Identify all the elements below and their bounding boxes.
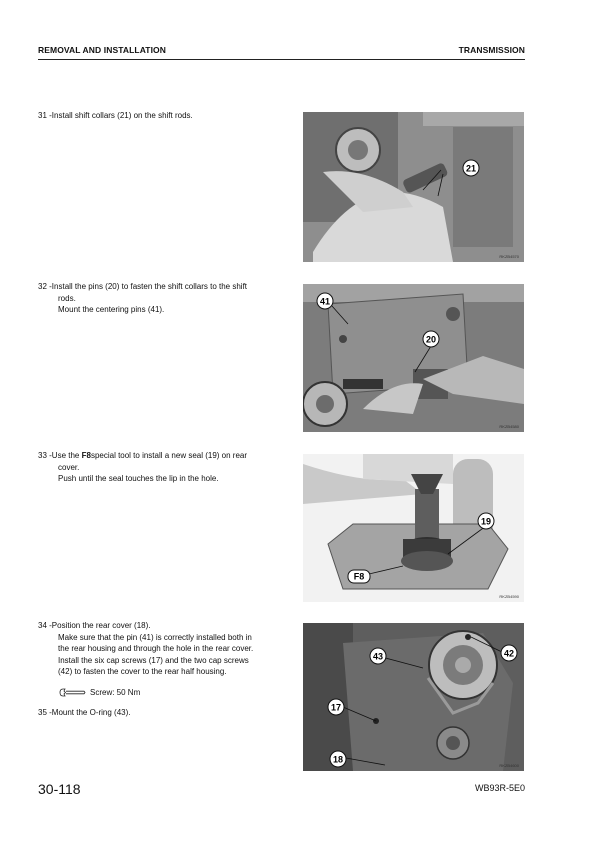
photo-seal-install <box>303 454 524 602</box>
torque-text: Screw: 50 Nm <box>90 688 141 697</box>
callout-f8: F8 <box>353 571 365 582</box>
step-text: rods. <box>58 293 76 303</box>
step-number: 31 - <box>38 111 52 120</box>
step-31 <box>38 110 288 122</box>
callout-17: 17 <box>330 702 342 713</box>
callout-19: 19 <box>480 516 492 527</box>
wrench-icon <box>58 688 86 697</box>
header-rule <box>38 59 525 60</box>
step-34 <box>38 620 288 678</box>
image-code: RKZB4570 <box>499 254 519 259</box>
chapter-title: TRANSMISSION <box>458 45 525 55</box>
step-text: Mount the centering pins (41). <box>58 305 165 315</box>
step-text: Mount the O-ring (43). <box>51 708 131 717</box>
page-number: 30-118 <box>38 781 81 797</box>
step-text: Use the <box>51 451 82 460</box>
photo-rear-cover <box>303 623 524 771</box>
step-number: 33 - <box>38 451 52 460</box>
step-number: 32 - <box>38 282 52 291</box>
callout-43: 43 <box>372 651 384 662</box>
image-code: RKZB4590 <box>499 594 519 599</box>
step-text: Install shift collars (21) on the shift rods. <box>51 111 193 120</box>
photo-shift-collars <box>303 112 524 262</box>
step-text: Position the rear cover (18). <box>51 621 151 630</box>
photo-pins <box>303 284 524 432</box>
step-text: Push until the seal touches the lip in the hole. <box>58 474 219 484</box>
callout-42: 42 <box>503 648 515 659</box>
step-text: (42) to fasten the cover to the rear half housing. <box>58 667 227 677</box>
section-title: REMOVAL AND INSTALLATION <box>38 45 167 55</box>
step-number: 35 - <box>38 708 52 717</box>
step-text: special tool to install a new seal (19) on rear <box>90 451 248 460</box>
step-text: Make sure that the pin (41) is correctly installed both in <box>58 632 252 642</box>
tool-code: F8 <box>81 451 91 460</box>
image-code: RKZB4580 <box>499 424 519 429</box>
torque-spec <box>58 688 140 697</box>
step-35 <box>38 707 288 719</box>
callout-21: 21 <box>465 163 477 174</box>
step-text: Install the six cap screws (17) and the two cap screws <box>58 655 249 665</box>
step-text: cover. <box>58 462 80 472</box>
step-33 <box>38 450 288 485</box>
callout-20: 20 <box>425 334 437 345</box>
callout-18: 18 <box>332 754 344 765</box>
image-code: RKZB4600 <box>499 763 519 768</box>
step-text: Install the pins (20) to fasten the shift collars to the shift <box>51 282 248 291</box>
callout-41: 41 <box>319 296 331 307</box>
model-number: WB93R-5E0 <box>474 783 525 793</box>
step-32 <box>38 281 288 316</box>
step-text: the rear housing and through the hole in the rear cover. <box>58 644 254 654</box>
step-number: 34 - <box>38 621 52 630</box>
